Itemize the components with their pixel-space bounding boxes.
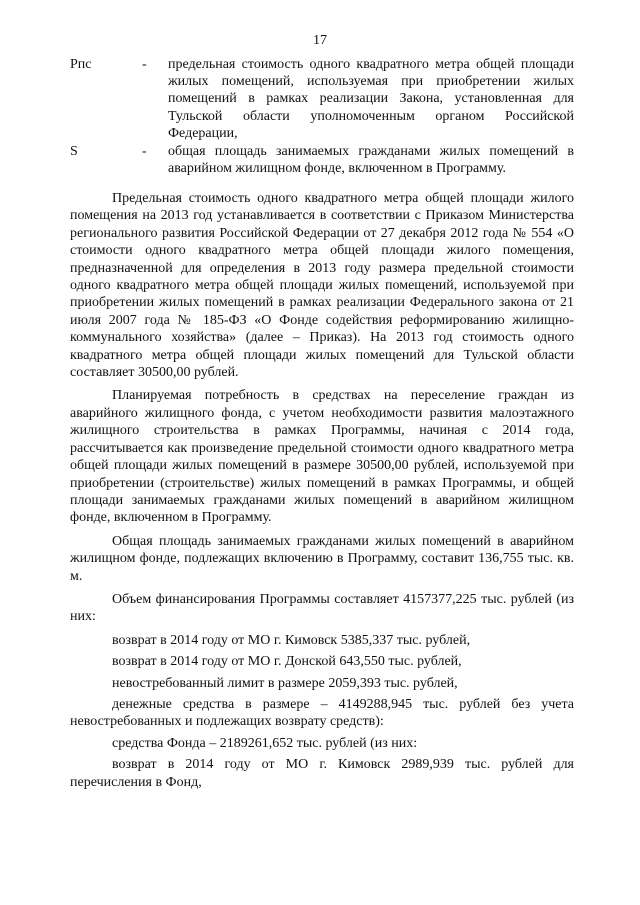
definition-row-rps [70,56,574,142]
paragraph-funding-volume: Объем финансирования Программы составляет 4157377,225 тыс. рублей (из них: [70,591,574,625]
definition-row-s [70,143,574,177]
definition-term: S [70,144,78,160]
list-item-funds: денежные средства в размере – 4149288,945 тыс. рублей без учета невостребованных и подлежащих возврату средств): [70,696,574,730]
paragraph-price-per-sqm: Предельная стоимость одного квадратного метра общей площади жилого помещения на 2013 год устанавливается в соответствии с Приказом Министерства регионального развития Российской Федерации от 27 декабря 2012 года № 554 «О стоимости одного квадратного метра общей площади жилого помещения, предназначенной для определения в 2013 году размера предельной стоимости одного квадратного метра общей площади жилых помещений, используемой при приобретении жилых помещений в рамках реализации Федерального закона от 21 июля 2007 года № 185-ФЗ «О Фонде содействия реформированию жилищно-коммунального хозяйства» (далее – Приказ). На 2013 год стоимость одного квадратного метра общей площади жилых помещений для Тульской области составляет 30500,00 рублей. [70,191,574,381]
formula-definitions [70,56,574,178]
definition-term: Рпс [70,57,92,72]
page-number: 17 [313,33,327,48]
paragraph-total-area: Общая площадь занимаемых гражданами жилых помещений в аварийном жилищном фонде, подлежащих включению в Программу, составит 136,755 тыс. кв. м. [70,533,574,584]
definition-text: общая площадь занимаемых гражданами жилых помещений в аварийном жилищном фонде, включенном в Программу. [168,144,574,177]
list-item-kimovsk-fund-return: возврат в 2014 году от МО г. Кимовск 2989,939 тыс. рублей для перечисления в Фонд, [70,757,574,790]
definition-dash: - [142,57,147,72]
list-item-unclaimed-limit: невостребованный лимит в размере 2059,393 тыс. рублей, [112,675,458,691]
paragraph-planned-need: Планируемая потребность в средствах на переселение граждан из аварийного жилищного фонда, с учетом необходимости развития малоэтажного жилищного строительства в рамках Программы, начиная с 2014 года, рассчитывается как произведение предельной стоимости одного квадратного метра общей площади жилых помещений в размере 30500,00 рублей, используемой при приобретении (строительстве) жилых помещений в рамках Программы, и общей площади занимаемых гражданами жилых помещений в аварийном жилищном фонде, включенном в Программу. [70,388,574,526]
list-item-donskoy-return: возврат в 2014 году от МО г. Донской 643,550 тыс. рублей, [112,654,462,670]
definition-text: предельная стоимость одного квадратного метра общей площади жилых помещений, используемая при приобретении жилых помещений в рамках реализации Закона, установленная для Тульской области уполномоченным органом Российской Федерации, [168,57,574,141]
body-text [70,190,574,795]
definition-dash: - [142,144,147,160]
list-item-kimovsk-return: возврат в 2014 году от МО г. Кимовск 5385,337 тыс. рублей, [112,632,471,648]
list-item-fund-resources: средства Фонда – 2189261,652 тыс. рублей (из них: [112,735,418,751]
